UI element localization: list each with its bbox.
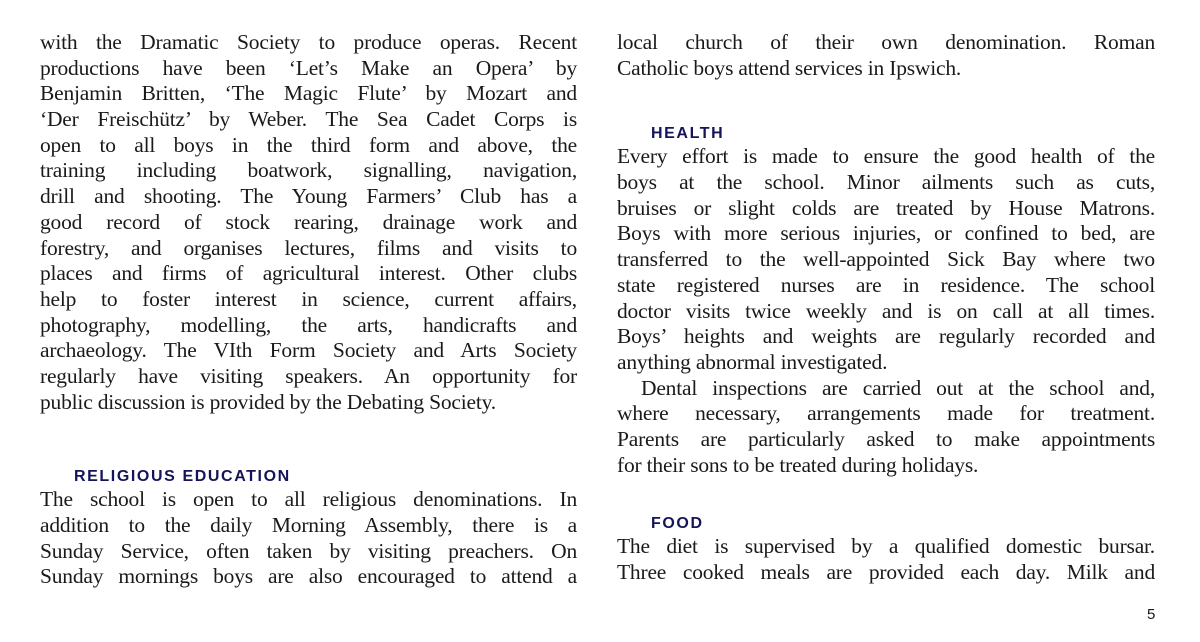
religious-education-heading: RELIGIOUS EDUCATION bbox=[74, 468, 291, 486]
text-line: boys at the school. Minor ailments such as cuts, bbox=[617, 170, 1155, 195]
text-line: regularly have visiting speakers. An opportunity for bbox=[40, 363, 577, 388]
text-line: local church of their own denomination. Roman bbox=[617, 30, 1155, 54]
right-column bbox=[617, 30, 1155, 586]
religious-education-paragraph bbox=[40, 487, 577, 590]
text-line: anything abnormal investigated. bbox=[617, 349, 888, 374]
text-line: open to all boys in the third form and above, the bbox=[40, 132, 577, 157]
text-line: Benjamin Britten, ‘The Magic Flute’ by Mozart and bbox=[40, 81, 577, 106]
text-line: Boys’ heights and weights are regularly recorded and bbox=[617, 324, 1155, 349]
text-line: where necessary, arrangements made for treatment. bbox=[617, 401, 1155, 426]
text-line: ‘Der Freischütz’ by Weber. The Sea Cadet Corps is bbox=[40, 107, 577, 132]
text-line: training including boatwork, signalling, navigation, bbox=[40, 158, 577, 183]
religion-continued-paragraph bbox=[617, 30, 1155, 81]
text-line: addition to the daily Morning Assembly, there is a bbox=[40, 513, 577, 537]
text-line: for their sons to be treated during holidays. bbox=[617, 452, 979, 477]
text-line: Sunday mornings boys are also encouraged to attend a bbox=[40, 564, 577, 589]
text-line: transferred to the well-appointed Sick Bay where two bbox=[617, 247, 1155, 272]
text-line: Sunday Service, often taken by visiting preachers. On bbox=[40, 538, 577, 563]
text-line: doctor visits twice weekly and is on call at all times. bbox=[617, 298, 1155, 323]
text-line: Every effort is made to ensure the good health of the bbox=[617, 144, 1155, 169]
health-paragraph bbox=[617, 144, 1155, 375]
page-number: 5 bbox=[1147, 606, 1156, 623]
text-line: Catholic boys attend services in Ipswich. bbox=[617, 55, 962, 80]
text-line: places and firms of agricultural interest. Other clubs bbox=[40, 261, 577, 286]
text-line: public discussion is provided by the Debating Society. bbox=[40, 389, 496, 414]
text-line: photography, modelling, the arts, handicrafts and bbox=[40, 312, 577, 337]
text-line: drill and shooting. The Young Farmers’ Club has a bbox=[40, 184, 577, 209]
clubs-paragraph bbox=[40, 30, 577, 415]
text-line: with the Dramatic Society to produce operas. Recent bbox=[40, 30, 577, 54]
text-line: good record of stock rearing, drainage work and bbox=[40, 209, 577, 234]
food-heading: FOOD bbox=[651, 515, 704, 533]
text-line: help to foster interest in science, current affairs, bbox=[40, 286, 577, 311]
text-line: bruises or slight colds are treated by House Matrons. bbox=[617, 195, 1155, 220]
text-line: Dental inspections are carried out at the school and, bbox=[641, 375, 1155, 400]
text-line: The diet is supervised by a qualified domestic bursar. bbox=[617, 534, 1155, 559]
text-line: Boys with more serious injuries, or confined to bed, are bbox=[617, 221, 1155, 246]
health-heading: HEALTH bbox=[651, 125, 725, 143]
text-line: forestry, and organises lectures, films and visits to bbox=[40, 235, 577, 260]
text-line: productions have been ‘Let’s Make an Opera’ by bbox=[40, 55, 577, 80]
text-line: Parents are particularly asked to make appointments bbox=[617, 426, 1155, 451]
text-line: state registered nurses are in residence. The school bbox=[617, 272, 1155, 297]
left-column bbox=[40, 30, 577, 590]
food-paragraph bbox=[617, 534, 1155, 585]
text-line: Three cooked meals are provided each day. Milk and bbox=[617, 560, 1155, 584]
dental-paragraph bbox=[617, 376, 1155, 479]
text-line: archaeology. The VIth Form Society and Arts Society bbox=[40, 338, 577, 363]
text-line: The school is open to all religious denominations. In bbox=[40, 487, 577, 512]
